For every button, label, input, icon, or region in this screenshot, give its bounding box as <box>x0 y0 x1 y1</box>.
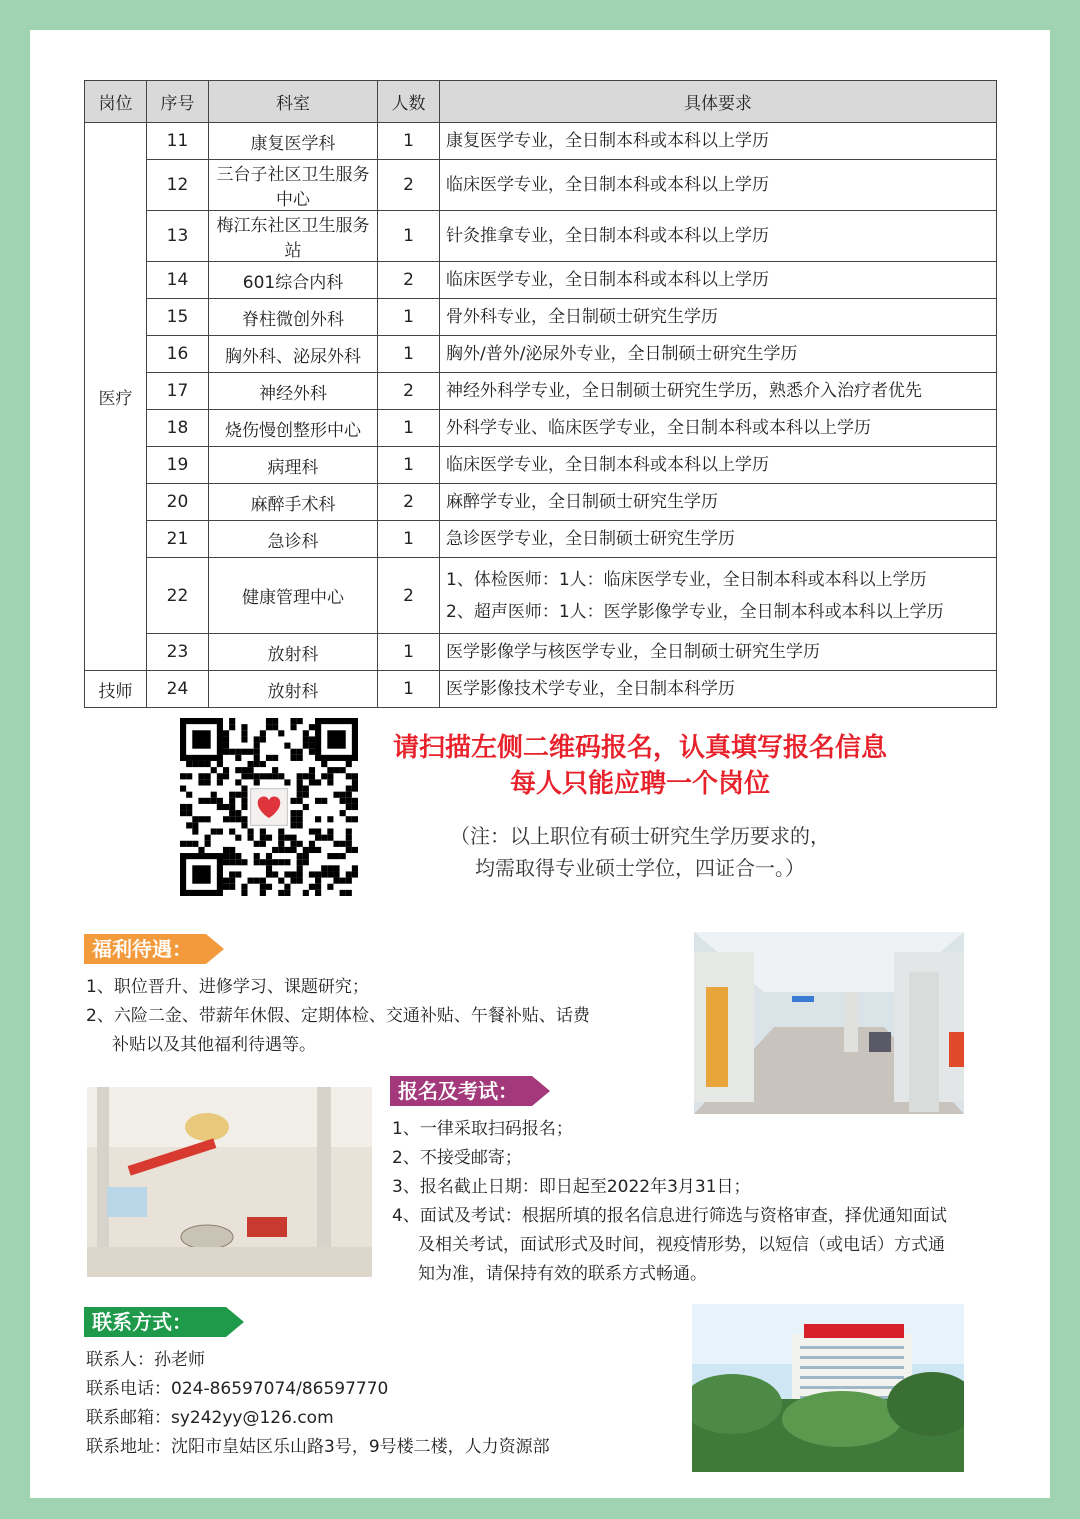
row-count: 2 <box>378 558 440 634</box>
lobby-photo <box>87 1087 372 1277</box>
table-row <box>85 262 997 299</box>
row-requirement <box>440 484 997 521</box>
contact-tag <box>84 1307 226 1337</box>
row-number: 18 <box>147 410 209 447</box>
row-number: 16 <box>147 336 209 373</box>
row-requirement <box>440 634 997 671</box>
registration-item-4: 4、面试及考试：根据所填的报名信息进行筛选与资格审查，择优通知面试 <box>392 1206 947 1226</box>
job-table-body <box>85 123 997 708</box>
row-number: 17 <box>147 373 209 410</box>
table-row <box>85 410 997 447</box>
note-line-1: （注：以上职位有硕士研究生学历要求的， <box>450 824 830 848</box>
row-requirement <box>440 410 997 447</box>
header-department: 科室 <box>209 81 378 123</box>
registration-item-3: 3、报名截止日期：即日起至2022年3月31日； <box>392 1177 751 1197</box>
requirement-line: 医学影像技术学专业，全日制本科学历 <box>446 679 735 699</box>
row-department: 放射科 <box>209 671 378 708</box>
benefit-item-1: 1、职位晋升、进修学习、课题研究； <box>86 977 369 997</box>
header-count: 人数 <box>378 81 440 123</box>
contact-list <box>86 1346 686 1462</box>
row-count: 2 <box>378 373 440 410</box>
row-number: 24 <box>147 671 209 708</box>
row-count: 1 <box>378 634 440 671</box>
row-count: 1 <box>378 336 440 373</box>
poster-page <box>30 30 1050 1498</box>
row-department: 健康管理中心 <box>209 558 378 634</box>
requirement-line: 临床医学专业，全日制本科或本科以上学历 <box>446 175 769 195</box>
table-row <box>85 160 997 211</box>
table-row <box>85 484 997 521</box>
benefits-tag <box>84 934 206 964</box>
row-number: 20 <box>147 484 209 521</box>
contact-address: 联系地址：沈阳市皇姑区乐山路3号，9号楼二楼，人力资源部 <box>86 1437 550 1457</box>
row-count: 1 <box>378 299 440 336</box>
requirement-line: 骨外科专业，全日制硕士研究生学历 <box>446 307 718 327</box>
registration-item-4-cont-1: 及相关考试，面试形式及时间，视疫情形势，以短信（或电话）方式通 <box>418 1235 945 1255</box>
row-number: 19 <box>147 447 209 484</box>
row-count: 2 <box>378 484 440 521</box>
requirement-line: 2、超声医师：1人：医学影像学专业，全日制本科或本科以上学历 <box>446 601 944 622</box>
table-row <box>85 373 997 410</box>
row-department: 脊柱微创外科 <box>209 299 378 336</box>
row-count: 2 <box>378 160 440 211</box>
row-requirement <box>440 671 997 708</box>
row-department: 病理科 <box>209 447 378 484</box>
category-tech: 技师 <box>85 671 147 708</box>
table-header-row <box>85 81 997 123</box>
note-line-2: 均需取得专业硕士学位，四证合一。） <box>475 856 805 880</box>
hospital-photo <box>692 1304 964 1472</box>
row-requirement <box>440 160 997 211</box>
table-row <box>85 447 997 484</box>
row-department: 放射科 <box>209 634 378 671</box>
registration-title: 报名及考试： <box>398 1079 518 1103</box>
table-row <box>85 558 997 634</box>
registration-tag <box>390 1076 532 1106</box>
header-position: 岗位 <box>85 81 147 123</box>
contact-phone[interactable]: 联系电话：024-86597074/86597770 <box>86 1379 389 1399</box>
corridor-photo <box>694 932 964 1114</box>
row-requirement <box>440 336 997 373</box>
row-department: 烧伤慢创整形中心 <box>209 410 378 447</box>
row-number: 13 <box>147 211 209 262</box>
row-count: 1 <box>378 410 440 447</box>
benefit-item-2: 2、六险二金、带薪年休假、定期体检、交通补贴、午餐补贴、话费 <box>86 1006 590 1026</box>
requirement-line: 胸外/普外/泌尿外专业，全日制硕士研究生学历 <box>446 344 798 364</box>
contact-title: 联系方式： <box>92 1310 192 1334</box>
registration-item-2: 2、不接受邮寄； <box>392 1148 522 1168</box>
requirement-line: 1、体检医师：1人：临床医学专业，全日制本科或本科以上学历 <box>446 569 927 590</box>
row-number: 12 <box>147 160 209 211</box>
registration-notice <box>330 730 950 802</box>
benefits-title: 福利待遇： <box>92 937 192 961</box>
registration-item-1: 1、一律采取扫码报名； <box>392 1119 573 1139</box>
row-department: 601综合内科 <box>209 262 378 299</box>
registration-list <box>392 1115 1032 1289</box>
notice-line-2: 每人只能应聘一个岗位 <box>509 769 770 799</box>
row-department: 急诊科 <box>209 521 378 558</box>
row-count: 1 <box>378 447 440 484</box>
table-row <box>85 671 997 708</box>
header-number: 序号 <box>147 81 209 123</box>
row-requirement <box>440 123 997 160</box>
requirement-line: 临床医学专业，全日制本科或本科以上学历 <box>446 270 769 290</box>
row-requirement <box>440 558 997 634</box>
contact-email[interactable]: 联系邮箱：sy242yy@126.com <box>86 1408 334 1428</box>
row-department: 梅江东社区卫生服务站 <box>209 211 378 262</box>
row-requirement <box>440 299 997 336</box>
row-department: 神经外科 <box>209 373 378 410</box>
requirement-line: 神经外科学专业，全日制硕士研究生学历，熟悉介入治疗者优先 <box>446 381 922 401</box>
benefits-list <box>86 973 686 1060</box>
row-count: 2 <box>378 262 440 299</box>
row-requirement <box>440 373 997 410</box>
requirement-line: 临床医学专业，全日制本科或本科以上学历 <box>446 455 769 475</box>
row-department: 三台子社区卫生服务中心 <box>209 160 378 211</box>
row-count: 1 <box>378 211 440 262</box>
row-requirement <box>440 521 997 558</box>
row-department: 胸外科、泌尿外科 <box>209 336 378 373</box>
job-table <box>84 80 997 708</box>
row-count: 1 <box>378 521 440 558</box>
row-requirement <box>440 211 997 262</box>
requirement-line: 医学影像学与核医学专业，全日制硕士研究生学历 <box>446 642 820 662</box>
row-count: 1 <box>378 671 440 708</box>
table-row <box>85 521 997 558</box>
row-department: 康复医学科 <box>209 123 378 160</box>
header-requirement: 具体要求 <box>440 81 997 123</box>
row-number: 23 <box>147 634 209 671</box>
table-row <box>85 336 997 373</box>
row-number: 21 <box>147 521 209 558</box>
row-count: 1 <box>378 123 440 160</box>
notice-line-1: 请扫描左侧二维码报名，认真填写报名信息 <box>392 733 887 763</box>
category-medical: 医疗 <box>85 123 147 671</box>
table-row <box>85 211 997 262</box>
requirement-line: 针灸推拿专业，全日制本科或本科以上学历 <box>446 226 769 246</box>
row-department: 麻醉手术科 <box>209 484 378 521</box>
row-requirement <box>440 262 997 299</box>
requirement-line: 麻醉学专业，全日制硕士研究生学历 <box>446 492 718 512</box>
row-number: 22 <box>147 558 209 634</box>
degree-note <box>380 820 900 884</box>
requirement-line: 康复医学专业，全日制本科或本科以上学历 <box>446 131 769 151</box>
table-row <box>85 634 997 671</box>
benefit-item-2-cont: 补贴以及其他福利待遇等。 <box>112 1035 316 1055</box>
row-number: 11 <box>147 123 209 160</box>
row-number: 14 <box>147 262 209 299</box>
table-row <box>85 123 997 160</box>
requirement-line: 外科学专业、临床医学专业，全日制本科或本科以上学历 <box>446 418 871 438</box>
row-requirement <box>440 447 997 484</box>
registration-item-4-cont-2: 知为准，请保持有效的联系方式畅通。 <box>418 1264 707 1284</box>
contact-person: 联系人：孙老师 <box>86 1350 205 1370</box>
requirement-line: 急诊医学专业，全日制硕士研究生学历 <box>446 529 735 549</box>
table-row <box>85 299 997 336</box>
row-number: 15 <box>147 299 209 336</box>
